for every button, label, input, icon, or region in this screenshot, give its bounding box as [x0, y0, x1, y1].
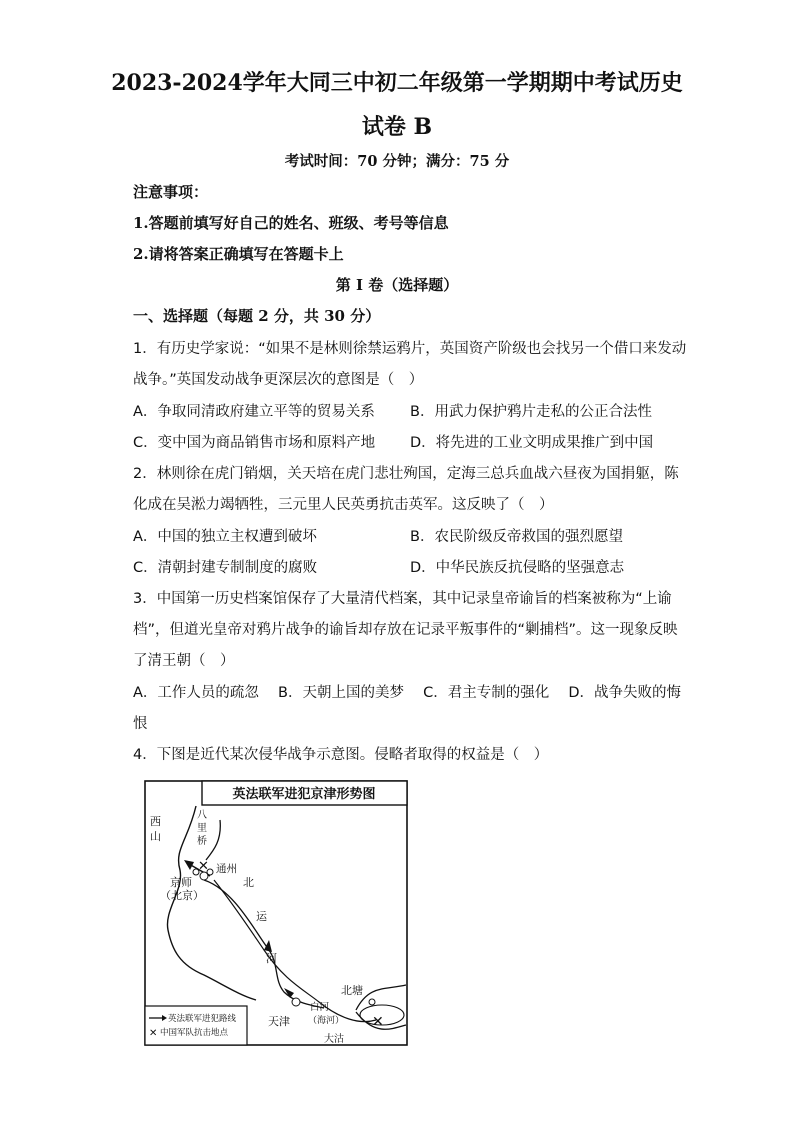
label-beiyunhe-1: 北 [243, 876, 254, 889]
label-xishan-2: 山 [150, 830, 161, 843]
legend-resist-label: 中国军队抗击地点 [160, 1028, 229, 1038]
tianjin-marker [292, 998, 300, 1006]
notice-heading: 注意事项： [133, 183, 209, 201]
q2-option-c: C．清朝封建专制制度的腐败 [133, 560, 318, 576]
exam-title-line2: 试卷 B [361, 114, 433, 140]
label-baihe: 白河 [310, 1002, 330, 1013]
q2-option-a: A．中国的独立主权遭到破坏 [133, 529, 317, 545]
label-haihe: （海河） [308, 1016, 345, 1026]
q1-option-d: D．将先进的工业文明成果推广到中国 [410, 435, 654, 451]
legend-route-label: 英法联军进犯路线 [168, 1014, 237, 1024]
q1-stem-line1: 1．有历史学家说：“如果不是林则徐禁运鸦片，英国资产阶级也会找另一个借口来发动 [133, 341, 687, 357]
label-beiyunhe-3: 河 [266, 952, 277, 965]
q4-stem-line1: 4．下图是近代某次侵华战争示意图。侵略者取得的权益是（ ） [133, 747, 549, 763]
notice-item-2: 2.请将答案正确填写在答题卡上 [133, 245, 344, 263]
campaign-map [144, 780, 408, 1046]
label-beitang: 北塘 [341, 984, 363, 997]
q2-stem-line2: 化成在吴淞力竭牺牲，三元里人民英勇抗击英军。这反映了（ ） [133, 497, 554, 513]
label-beijing: （北京） [160, 889, 204, 902]
q3-stem-line2: 档”，但道光皇帝对鸦片战争的谕旨却存放在记录平叛事件的“剿捕档”。这一现象反映 [133, 622, 678, 638]
legend-resist-mark: ✕ [149, 1028, 158, 1039]
label-jingshi: 京师 [170, 876, 192, 889]
q1-option-c: C．变中国为商品销售市场和原料产地 [133, 435, 376, 451]
q3-stem-line3: 了清王朝（ ） [133, 653, 235, 669]
q3-options: A．工作人员的疏忽 B．天朝上国的美梦 C．君主专制的强化 D．战争失败的悔 [133, 685, 681, 701]
label-tongzhou: 通州 [216, 863, 237, 875]
q1-stem-line2: 战争。”英国发动战争更深层次的意图是（ ） [133, 372, 424, 388]
exam-title-line1: 2023-2024学年大同三中初二年级第一学期期中考试历史 [111, 70, 683, 96]
resist-mark-dagu: ✕ [372, 1014, 384, 1030]
q2-option-b: B．农民阶级反帝救国的强烈愿望 [410, 529, 623, 545]
legend-box [145, 1006, 247, 1045]
part1-title: 第 I 卷（选择题） [335, 276, 459, 294]
q1-option-a: A．争取同清政府建立平等的贸易关系 [133, 404, 375, 420]
q3-options-cont: 恨 [133, 716, 148, 732]
beitang-marker [369, 999, 375, 1005]
label-baliqiao-3: 桥 [197, 836, 207, 847]
label-baliqiao-2: 里 [197, 823, 207, 834]
label-tianjin: 天津 [268, 1015, 290, 1028]
q3-stem-line1: 3．中国第一历史档案馆保存了大量清代档案，其中记录皇帝谕旨的档案被称为“上谕 [133, 591, 672, 607]
label-beiyunhe-2: 运 [256, 910, 267, 923]
section-heading: 一、选择题（每题 2 分，共 30 分） [133, 307, 381, 325]
exam-info: 考试时间：70 分钟；满分：75 分 [284, 153, 510, 170]
q2-stem-line1: 2．林则徐在虎门销烟，关天培在虎门悲壮殉国，定海三总兵血战六昼夜为国捐躯，陈 [133, 466, 679, 482]
label-baliqiao-1: 八 [197, 810, 207, 821]
map-title: 英法联军进犯京津形势图 [232, 787, 376, 802]
q2-option-d: D．中华民族反抗侵略的坚强意志 [410, 560, 625, 576]
label-dagu: 大沽 [324, 1034, 344, 1045]
notice-item-1: 1.答题前填写好自己的姓名、班级、考号等信息 [133, 214, 449, 232]
q1-option-b: B．用武力保护鸦片走私的公正合法性 [410, 404, 652, 420]
resist-mark-baliqiao: ✕ [198, 859, 209, 874]
label-xishan-1: 西 [150, 815, 161, 828]
